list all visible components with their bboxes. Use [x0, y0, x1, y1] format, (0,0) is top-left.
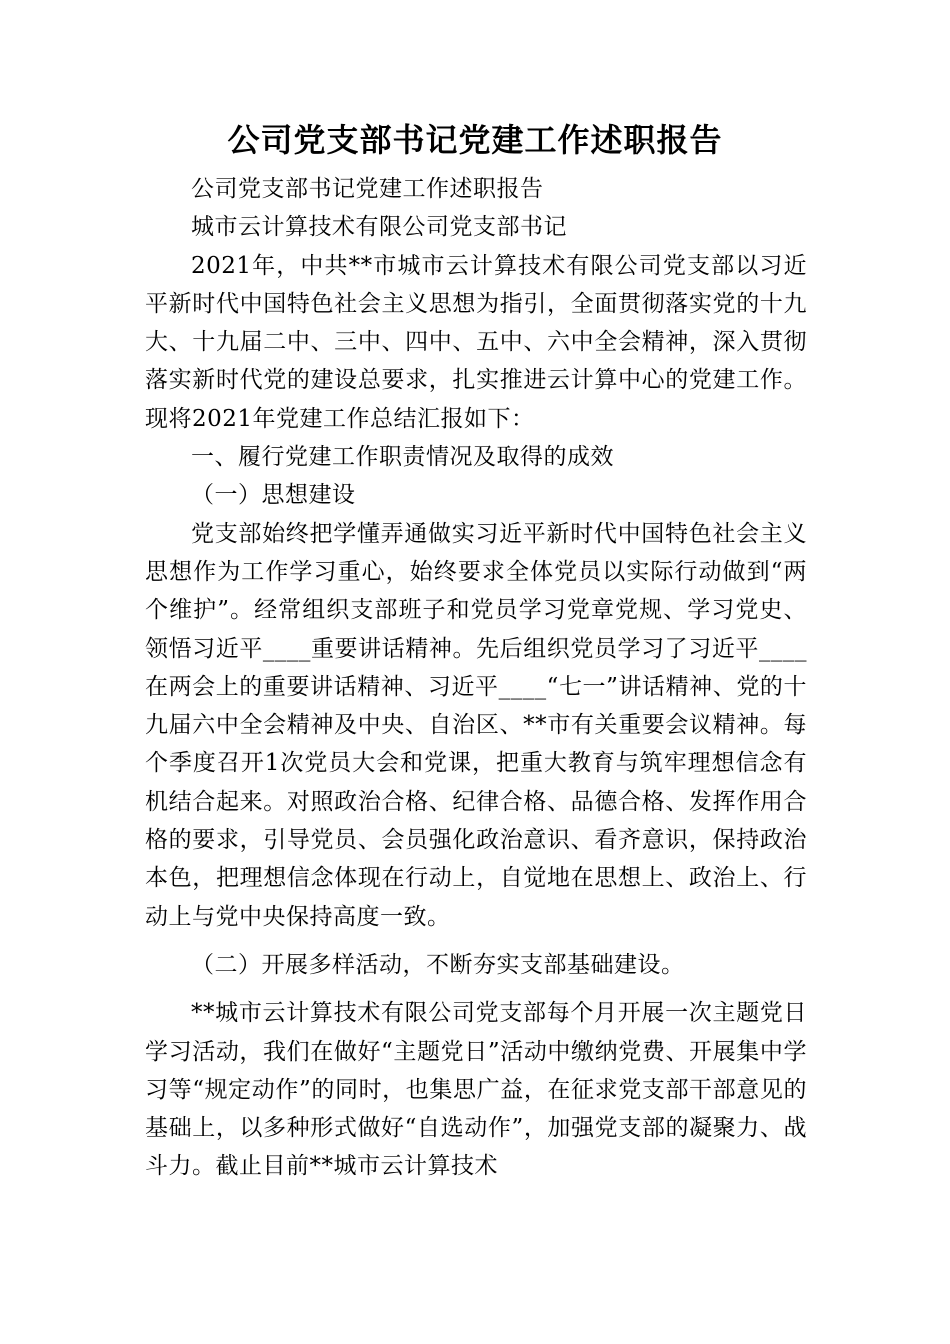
- subsection-heading-2: （二）开展多样活动，不断夯实支部基础建设。: [191, 951, 685, 978]
- section-heading-1: 一、履行党建工作职责情况及取得的成效: [191, 444, 614, 471]
- paragraph-activities: **城市云计算技术有限公司党支部每个月开展一次主题党日学习活动，我们在做好“主题党日”活动中缴纳党费、开展集中学习等“规定动作”的同时，也集思广益，在征求党支部干部意见的基础上，以多种形式做好“自选动作”，加强党支部的凝聚力、战斗力。截止目前**城市云计算技术: [145, 1000, 807, 1180]
- subsection-heading-1: （一）思想建设: [191, 482, 356, 509]
- paragraph-subtitle: 公司党支部书记党建工作述职报告: [191, 176, 544, 202]
- paragraph-intro: 2021年，中共**市城市云计算技术有限公司党支部以习近平新时代中国特色社会主义思想为指引，全面贯彻落实党的十九大、十九届二中、三中、四中、五中、六中全会精神，深入贯彻落实新时代党的建设总要求，扎实推进云计算中心的党建工作。现将2021年党建工作总结汇报如下：: [145, 252, 807, 432]
- document-title: 公司党支部书记党建工作述职报告: [227, 121, 723, 159]
- document-body: [145, 170, 807, 1186]
- paragraph-ideology: 党支部始终把学懂弄通做实习近平新时代中国特色社会主义思想作为工作学习重心，始终要求全体党员以实际行动做到“两个维护”。经常组织支部班子和党员学习党章党规、学习党史、领悟习近平____重要讲话精神。先后组织党员学习了习近平____在两会上的重要讲话精神、习近平____“七一”讲话精神、党的十九届六中全会精神及中央、自治区、**市有关重要会议精神。每个季度召开1次党员大会和党课，把重大教育与筑牢理想信念有机结合起来。对照政治合格、纪律合格、品德合格、发挥作用合格的要求，引导党员、会员强化政治意识、看齐意识，保持政治本色，把理想信念体现在行动上，自觉地在思想上、政治上、行动上与党中央保持高度一致。: [145, 520, 807, 930]
- paragraph-author: 城市云计算技术有限公司党支部书记: [191, 214, 567, 241]
